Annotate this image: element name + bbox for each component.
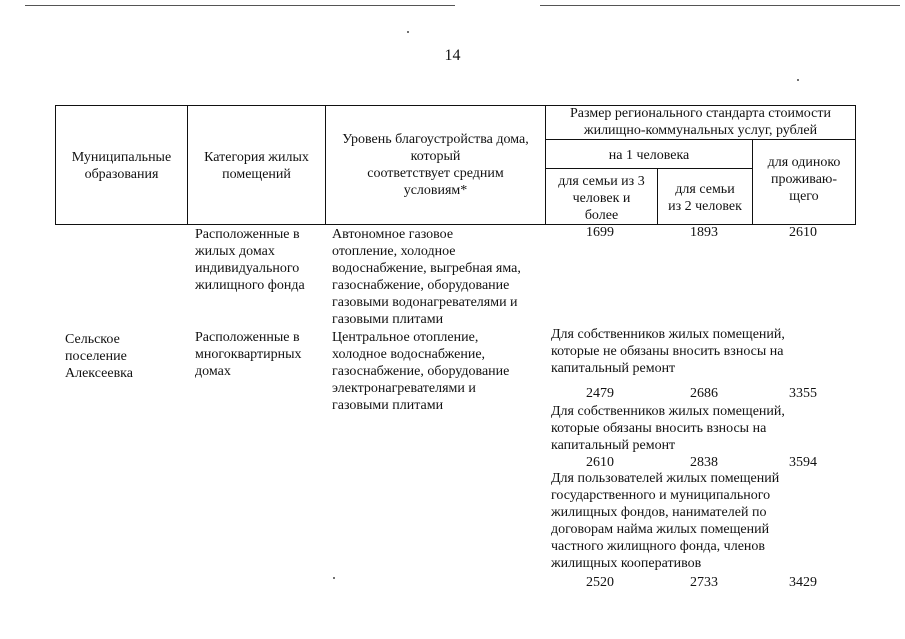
header-divider-size	[545, 139, 856, 140]
header-divider-per-person	[545, 168, 752, 169]
header-category: Категория жилых помещений	[204, 150, 309, 182]
row2-group3-note: Для пользователей жилых помещений государственного и муниципального жилищных фондов, нанимателей по договорам найма жилых помещений частного жилищного фонда, членов жилищных кооперативов	[551, 471, 780, 571]
header-size: Размер регионального стандарта стоимости жилищно-коммунальных услуг, рублей	[570, 106, 831, 138]
row2-group3-value-single: 3429	[789, 575, 817, 590]
header-municipal: Муниципальные образования	[71, 150, 172, 182]
row1-value-family2: 1893	[690, 225, 718, 240]
row2-group1-value-family2: 2686	[690, 386, 718, 401]
scan-speck	[333, 577, 335, 579]
row2-group1-value-family3: 2479	[586, 386, 614, 401]
header-family3: для семьи из 3 человек и более	[558, 174, 645, 223]
header-per-person: на 1 человека	[608, 148, 690, 163]
row2-group3-value-family3: 2520	[586, 575, 614, 590]
scan-top-line-right	[540, 5, 900, 6]
row2-group2-note: Для собственников жилых помещений, которые обязаны вносить взносы на капитальный ремонт	[551, 404, 785, 453]
row2-group3-value-family2: 2733	[690, 575, 718, 590]
row1-value-single: 2610	[789, 225, 817, 240]
scan-speck	[407, 31, 409, 33]
scan-top-line-left	[25, 5, 455, 6]
row1-value-family3: 1699	[586, 225, 614, 240]
row2-category: Расположенные в многоквартирных домах	[195, 330, 302, 379]
row2-group1-note: Для собственников жилых помещений, которые не обязаны вносить взносы на капитальный ремонт	[551, 327, 785, 376]
header-level: Уровень благоустройства дома, который соответствует средним условиям*	[342, 132, 529, 198]
row1-category: Расположенные в жилых домах индивидуального жилищного фонда	[195, 227, 305, 293]
table-right-border	[855, 105, 856, 225]
header-family2: для семьи из 2 человек	[668, 182, 742, 214]
row2-group2-value-family2: 2838	[690, 455, 718, 470]
page-number: 14	[444, 47, 461, 64]
row1-level: Автономное газовое отопление, холодное водоснабжение, выгребная яма, газоснабжение, оборудование газовыми водонагревателями и газовыми плитами	[332, 227, 521, 327]
row2-group2-value-family3: 2610	[586, 455, 614, 470]
scan-speck	[797, 79, 799, 81]
header-single: для одиноко проживаю- щего	[767, 155, 841, 204]
row2-group1-value-single: 3355	[789, 386, 817, 401]
row2-group2-value-single: 3594	[789, 455, 817, 470]
row2-level: Центральное отопление, холодное водоснабжение, газоснабжение, оборудование электронагревателями и газовыми плитами	[332, 330, 510, 413]
municipality-name: Сельское поселение Алексеевка	[65, 332, 133, 381]
